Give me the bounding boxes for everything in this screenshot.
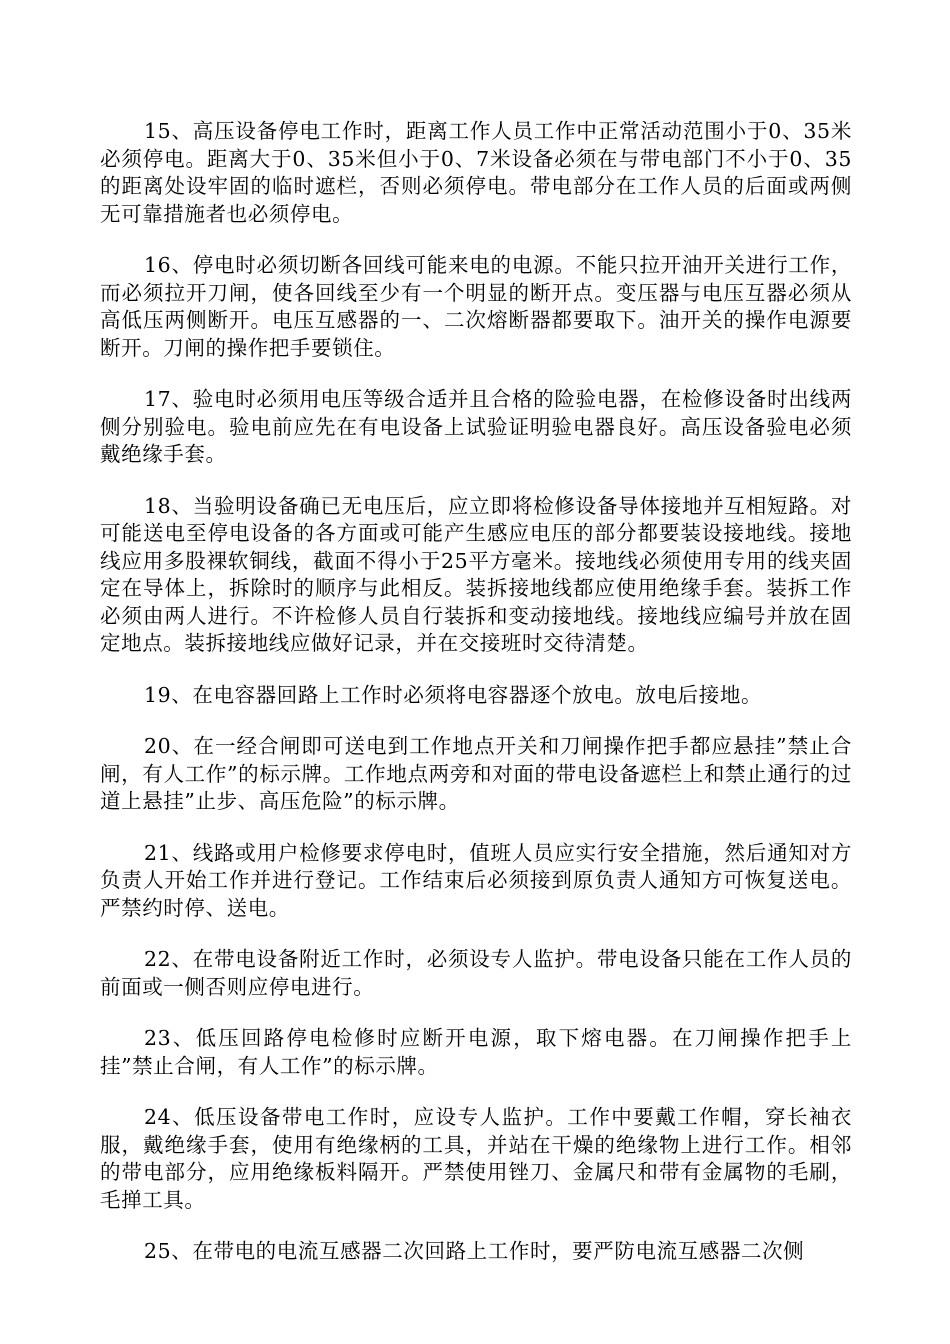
paragraph-21: 21、线路或用户检修要求停电时，值班人员应实行安全措施，然后通知对方负责人开始工作并进行登记。工作结束后必须接到原负责人通知方可恢复送电。严禁约时停、送电。 [100, 840, 852, 920]
paragraph-23: 23、低压回路停电检修时应断开电源，取下熔电器。在刀闸操作把手上挂”禁止合闸，有人工作”的标示牌。 [100, 1026, 852, 1078]
paragraph-18: 18、当验明设备确已无电压后，应立即将检修设备导体接地并互相短路。对可能送电至停电设备的各方面或可能产生感应电压的部分都要装设接地线。接地线应用多股裸软铜线，截面不得小于25平方毫米。接地线必须使用专用的线夹固定在导体上，拆除时的顺序与此相反。装拆接地线都应使用绝缘手套。装拆工作必须由两人进行。不许检修人员自行装拆和变动接地线。接地线应编号并放在固定地点。装拆接地线应做好记录，并在交接班时交待清楚。 [100, 493, 852, 655]
paragraph-17: 17、验电时必须用电压等级合适并且合格的险验电器，在检修设备时出线两侧分别验电。验电前应先在有电设备上试验证明验电器良好。高压设备验电必须戴绝缘手套。 [100, 387, 852, 466]
paragraph-20: 20、在一经合闸即可送电到工作地点开关和刀闸操作把手都应悬挂”禁止合闸，有人工作”的标示牌。工作地点两旁和对面的带电设备遮栏上和禁止通行的过道上悬挂”止步、高压危险”的标示牌。 [100, 734, 852, 813]
paragraph-24: 24、低压设备带电工作时，应设专人监护。工作中要戴工作帽，穿长袖衣服，戴绝缘手套，使用有绝缘柄的工具，并站在干燥的绝缘物上进行工作。相邻的带电部分，应用绝缘板料隔开。严禁使用锉刀、金属尺和带有金属物的毛刷，毛掸工具。 [100, 1105, 852, 1212]
paragraph-22: 22、在带电设备附近工作时，必须设专人监护。带电设备只能在工作人员的前面或一侧否则应停电进行。 [100, 947, 852, 999]
paragraph-16: 16、停电时必须切断各回线可能来电的电源。不能只拉开油开关进行工作，而必须拉开刀闸，使各回线至少有一个明显的断开点。变压器与电压互器必须从高低压两侧断开。电压互感器的一、二次熔断器都要取下。油开关的操作电源要断开。刀闸的操作把手要锁住。 [100, 253, 852, 360]
document-body [100, 118, 852, 1290]
paragraph-19: 19、在电容器回路上工作时必须将电容器逐个放电。放电后接地。 [144, 682, 763, 707]
paragraph-25: 25、在带电的电流互感器二次回路上工作时，要严防电流互感器二次侧 [144, 1239, 805, 1263]
paragraph-15: 15、高压设备停电工作时，距离工作人员工作中正常活动范围小于0、35米必须停电。距离大于0、35米但小于0、7米设备必须在与带电部门不小于0、35的距离处设牢固的临时遮栏，否则必须停电。带电部分在工作人员的后面或两侧无可靠措施者也必须停电。 [100, 119, 852, 226]
